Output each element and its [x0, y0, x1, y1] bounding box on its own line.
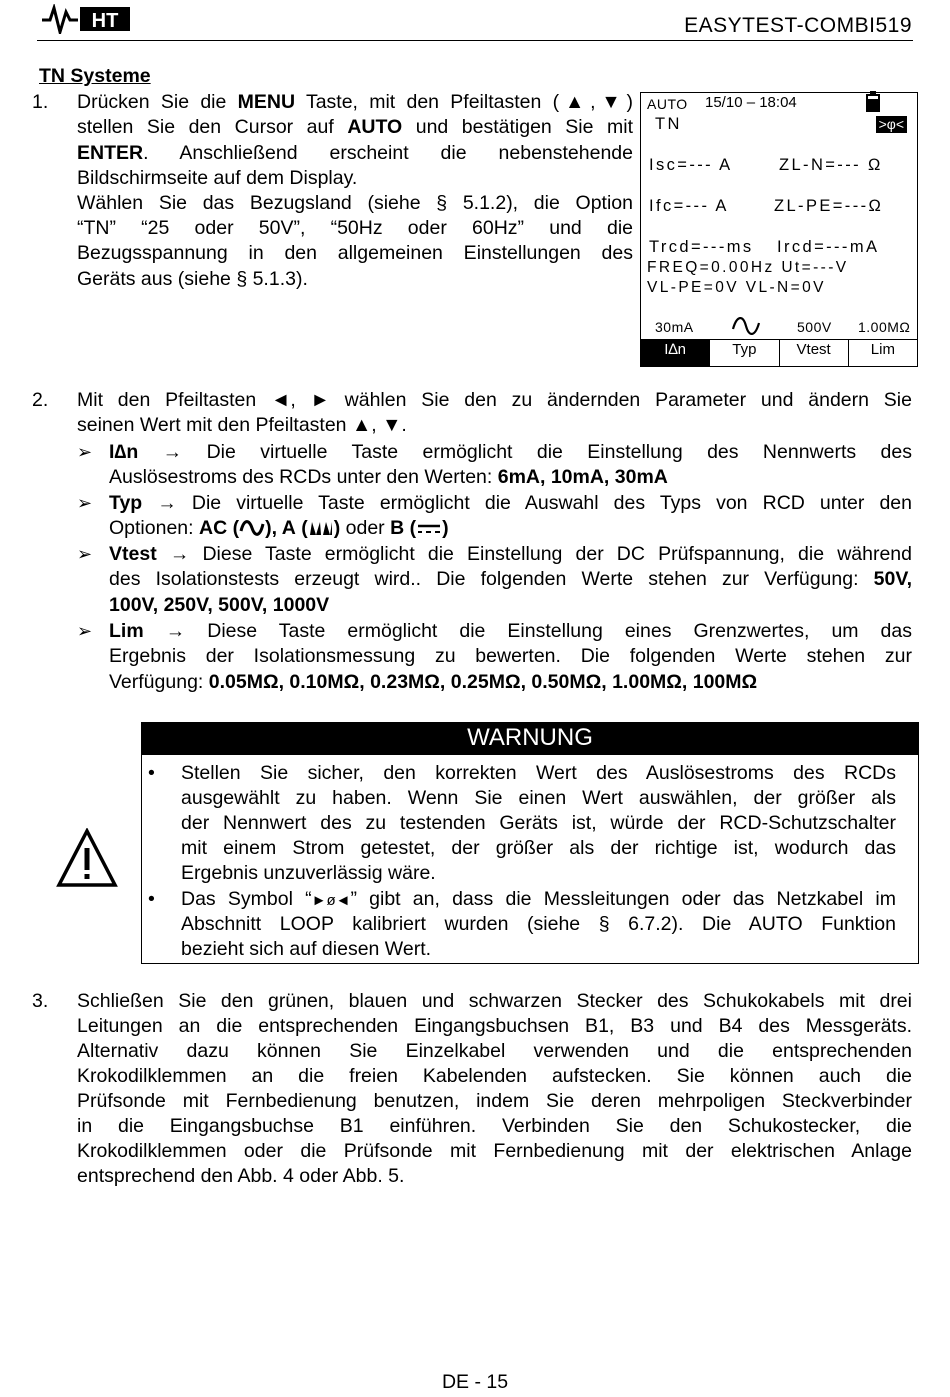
idn-description: Auslösestroms des RCDs unter den Werten: 6mA, 10mA, 30mA: [109, 466, 668, 488]
softkey-vtest[interactable]: Vtest: [779, 340, 848, 366]
warning-text: Ergebnis unzuverlässig wäre.: [181, 862, 436, 884]
ac-type-icon: [239, 519, 265, 537]
step-number: 1.: [32, 91, 49, 113]
softkey-idn[interactable]: I∆n: [641, 340, 709, 366]
voltage-readout: VL-PE=0V VL-N=0V: [647, 279, 826, 296]
ifc-readout: Ifc=--- A: [649, 197, 729, 215]
bullet-dot: •: [148, 762, 155, 784]
typ-description: Typ → Die virtuelle Taste ermöglicht die Auswahl des Typs von RCD unter den: [109, 492, 912, 514]
vtest-description: Vtest → Diese Taste ermöglicht die Einstellung der DC Prüfspannung, die während: [109, 543, 912, 565]
system-label: TN: [655, 115, 682, 133]
battery-icon: [865, 91, 881, 113]
step3-line: Krokodilklemmen oder die Prüfsonde mit Fernbedienung mit der elektrischen Anlage: [77, 1140, 912, 1162]
header-divider: [37, 40, 913, 41]
step1-line: Bezugsspannung in den allgemeinen Einstellungen des: [77, 242, 633, 264]
idn-value: 30mA: [655, 319, 694, 335]
step1-line: stellen Sie den Cursor auf AUTO und bestätigen Sie mit: [77, 116, 633, 138]
warning-text: bezieht sich auf diesen Wert.: [181, 938, 432, 960]
softkey-lim[interactable]: Lim: [848, 340, 917, 366]
idn-description: I∆n → Die virtuelle Taste ermöglicht die Einstellung des Nennwerts des: [109, 441, 912, 463]
step2-line: seinen Wert mit den Pfeiltasten ▲, ▼.: [77, 414, 407, 436]
warning-text: der Nennwert des zu testenden Geräts ist, würde der RCD-Schutzschalter: [181, 812, 896, 834]
step-number: 2.: [32, 389, 49, 411]
softkey-bar: [641, 339, 917, 366]
step1-line: Wählen Sie das Bezugsland (siehe § 5.1.2), die Option: [77, 192, 633, 214]
vtest-description: des Isolationstests erzeugt wird.. Die folgenden Werte stehen zur Verfügung: 50V,: [109, 568, 912, 590]
datetime: 15/10 – 18:04: [705, 94, 797, 111]
ac-sine-icon: [731, 317, 761, 335]
mode-label: AUTO: [647, 96, 688, 112]
vtest-values: 100V, 250V, 500V, 1000V: [109, 594, 330, 616]
typ-description: Optionen: AC ( ), A ( ) oder B ( ): [109, 517, 449, 539]
svg-text:HT: HT: [91, 10, 119, 32]
step1-line: Drücken Sie die MENU Taste, mit den Pfeiltasten (▲,▼): [77, 91, 633, 113]
lim-description: Verfügung: 0.05MΩ, 0.10MΩ, 0.23MΩ, 0.25MΩ, 0.50MΩ, 1.00MΩ, 100MΩ: [109, 671, 758, 693]
document-title: EASYTEST-COMBI519: [684, 14, 912, 37]
ircd-readout: Ircd=---mA: [777, 238, 880, 256]
zlpe-readout: ZL-PE=---Ω: [774, 197, 884, 215]
step3-line: in die Eingangsbuchse B1 einführen. Verbinden Sie den Schukostecker, die: [77, 1115, 912, 1137]
warning-triangle-icon: [56, 828, 118, 890]
step3-line: Alternativ dazu können Sie Einzelkabel verwenden und die entsprechenden: [77, 1040, 912, 1062]
warning-title: WARNUNG: [141, 722, 919, 754]
step1-line: Bildschirmseite auf dem Display.: [77, 167, 358, 189]
step3-line: Schließen Sie den grünen, blauen und schwarzen Stecker des Schukokabels mit drei: [77, 990, 912, 1012]
isc-readout: Isc=--- A: [649, 156, 733, 174]
lim-value: 1.00MΩ: [858, 319, 911, 335]
step3-line: entsprechend den Abb. 4 oder Abb. 5.: [77, 1165, 405, 1187]
step1-line: ENTER. Anschließend erscheint die nebenstehende: [77, 142, 633, 164]
a-type-icon: [308, 519, 334, 537]
b-type-dc-icon: [416, 519, 442, 537]
step1-line: Geräts aus (siehe § 5.1.3).: [77, 268, 308, 290]
warning-text: Abschnitt LOOP kalibriert wurden (siehe § 6.7.2). Die AUTO Funktion: [181, 913, 896, 935]
warning-text: ausgewählt zu haben. Wenn Sie einen Wert auswählen, der größer als: [181, 787, 896, 809]
softkey-typ[interactable]: Typ: [709, 340, 778, 366]
step3-line: Leitungen an die entsprechenden Eingangsbuchsen B1, B3 und B4 des Messgeräts.: [77, 1015, 912, 1037]
device-display: [640, 92, 918, 367]
step3-line: Prüfsonde mit Fernbedienung benutzen, indem Sie deren mehrpoligen Steckverbinder: [77, 1090, 912, 1112]
section-title: TN Systeme: [39, 65, 151, 87]
step1-line: “TN” “25 oder 50V”, “50Hz oder 60Hz” und die: [77, 217, 633, 239]
zln-readout: ZL-N=--- Ω: [779, 156, 883, 174]
freq-readout: FREQ=0.00Hz Ut=---V: [647, 259, 849, 276]
warning-text: Stellen Sie sicher, den korrekten Wert des Auslösestroms des RCDs: [181, 762, 896, 784]
lim-description: Ergebnis der Isolationsmessung zu bewerten. Die folgenden Werte stehen zur: [109, 645, 912, 667]
trcd-readout: Trcd=---ms: [649, 238, 754, 256]
bullet-dot: •: [148, 888, 155, 910]
step-number: 3.: [32, 990, 49, 1012]
bullet-arrow-icon: ➢: [77, 442, 93, 462]
vtest-value: 500V: [797, 319, 832, 335]
step2-line: Mit den Pfeiltasten ◄, ► wählen Sie den zu ändernden Parameter und ändern Sie: [77, 389, 912, 411]
bullet-arrow-icon: ➢: [77, 493, 93, 513]
bullet-arrow-icon: ➢: [77, 621, 93, 641]
lim-description: Lim → Diese Taste ermöglicht die Einstellung eines Grenzwertes, um das: [109, 620, 913, 642]
warning-text: Das Symbol “►ø◄” gibt an, dass die Messleitungen oder das Netzkabel im: [181, 888, 896, 910]
ht-logo: [40, 4, 132, 34]
phi-calibration-badge: >φ<: [876, 116, 907, 133]
page-number: DE - 15: [441, 1371, 509, 1393]
warning-text: mit einem Strom getestet, der größer als der richtige ist, wodurch das: [181, 837, 896, 859]
step3-line: Krokodilklemmen an die freien Kabelenden aufstecken. Sie können auch die: [77, 1065, 912, 1087]
bullet-arrow-icon: ➢: [77, 544, 93, 564]
